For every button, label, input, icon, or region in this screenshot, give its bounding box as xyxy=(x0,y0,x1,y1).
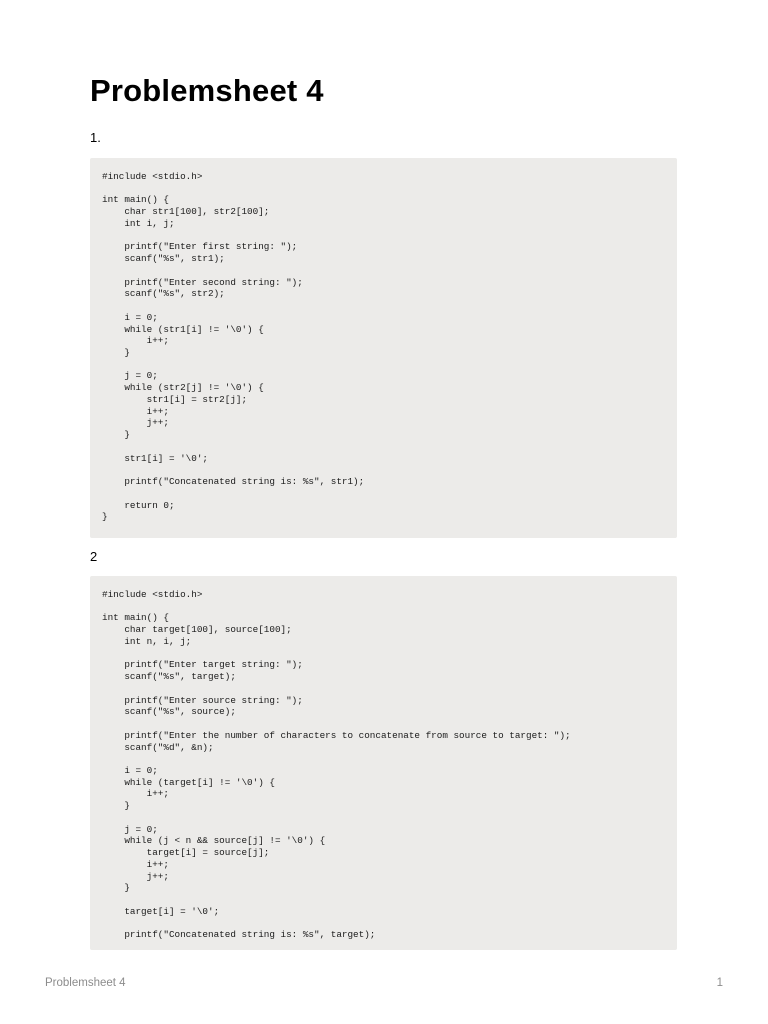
footer-document-title: Problemsheet 4 xyxy=(45,977,126,989)
footer-page-number: 1 xyxy=(716,977,723,989)
problem-2-code-block xyxy=(90,576,677,950)
problem-1-code: #include <stdio.h> int main() { char str1[100], str2[100]; int i, j; printf("Enter first string: "); scanf("%s", str1); printf("Enter second string: "); scanf("%s", str2); i = 0; while (str1[i] != '\0') { i++; } j = 0; while (str2[j] != '\0') { str1[i] = str2[j]; i++; j++; } str1[i] = '\0'; printf("Concatenated string is: %s", str1); return 0; } xyxy=(102,171,365,523)
problem-1-code-block xyxy=(90,158,677,538)
problem-2-code: #include <stdio.h> int main() { char target[100], source[100]; int n, i, j; printf("Enter target string: "); scanf("%s", target); printf("Enter source string: "); scanf("%s", source); printf("Enter the number of characters to concatenate from source to target: "); scanf("%d", &n); i = 0; while (target[i] != '\0') { i++; } j = 0; while (j < n && source[j] != '\0') { target[i] = source[j]; i++; j++; } target[i] = '\0'; printf("Concatenated string is: %s", target); xyxy=(102,589,571,941)
problem-1-number: 1. xyxy=(90,130,101,145)
page-title: Problemsheet 4 xyxy=(90,73,324,108)
problem-2-number: 2 xyxy=(90,549,98,564)
